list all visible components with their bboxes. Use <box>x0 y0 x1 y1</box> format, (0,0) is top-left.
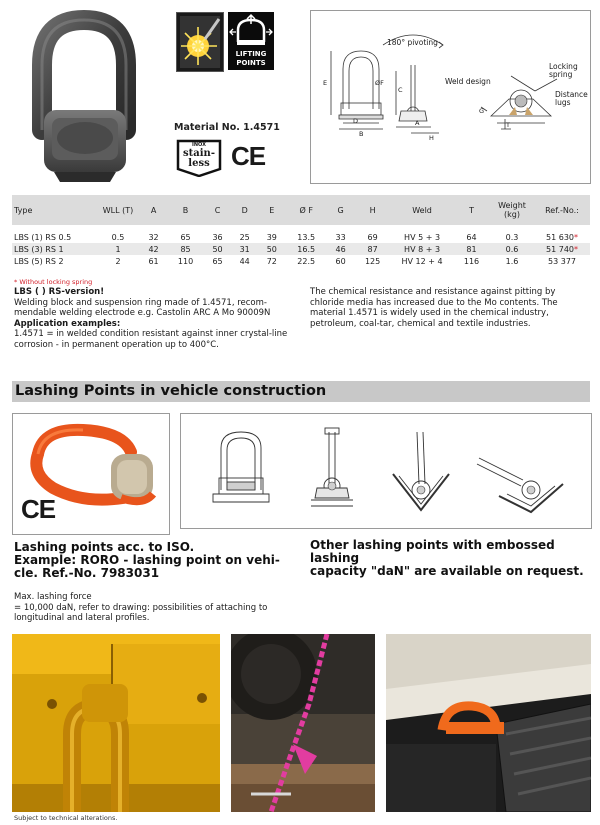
asterisk: * <box>574 244 578 254</box>
drawing-letter-g: G <box>479 107 485 115</box>
cell: 1 <box>96 243 140 255</box>
col-g: G <box>337 205 344 215</box>
ref-number: 51 630 <box>546 232 574 242</box>
cell: 22.5 <box>285 255 327 267</box>
lashing-product-panel <box>12 413 170 535</box>
col-d: D <box>241 205 248 215</box>
force-line2: = 10,000 daN, refer to drawing: possibilities of attaching to <box>14 602 268 613</box>
cell: 0.6 <box>490 243 534 255</box>
cell: HV 12 + 4 <box>391 255 453 267</box>
drawing-letter-a: A <box>415 119 420 127</box>
lifting-points-icon <box>228 12 274 70</box>
cell: 64 <box>453 231 490 243</box>
table-row <box>12 231 590 243</box>
force-line3: longitudinal and lateral profiles. <box>14 613 150 623</box>
cell: 116 <box>453 255 490 267</box>
cell: 50 <box>204 243 231 255</box>
lashing-drawing-panel <box>180 413 592 529</box>
drawing-letter-c: C <box>398 86 403 94</box>
col-c: C <box>214 205 221 215</box>
cell: 0.3 <box>490 231 534 243</box>
lifting-badge-line2: POINTS <box>236 59 266 67</box>
other-lashing-line1: Other lashing points with embossed lashing <box>310 538 555 565</box>
cell: 36 <box>204 231 231 243</box>
ref-number: 53 377 <box>548 256 576 266</box>
technical-drawing-panel <box>310 10 591 184</box>
col-h: H <box>369 205 376 215</box>
table-footnote: * Without locking spring <box>14 278 93 286</box>
cell: 1.6 <box>490 255 534 267</box>
drawing-letter-b: B <box>359 130 364 138</box>
cell-type: LBS (1) RS 0.5 <box>12 231 96 243</box>
weld-label: Weld design <box>445 77 491 86</box>
cell: 42 <box>140 243 167 255</box>
col-type: Type <box>14 205 33 215</box>
cell: 13.5 <box>285 231 327 243</box>
welding-icon <box>176 12 224 72</box>
lashing-heading-line3: cle. Ref.-No. 7983031 <box>14 566 160 580</box>
cell: 50 <box>258 243 285 255</box>
spec-table-header <box>12 195 590 225</box>
stainless-badge <box>176 137 222 177</box>
col-f: Ø F <box>299 205 313 215</box>
material-description: The chemical resistance and resistance against pitting by chloride media has increased due to the Mo contents. The material 1.4571 is widely used in the chemical industry, petroleum, coal-tar, chemical and textile industries. <box>310 287 558 329</box>
ce-mark: CE <box>231 141 266 171</box>
lashing-ce-mark: CE <box>21 494 56 524</box>
distance-lugs-label: Distance lugs <box>555 90 588 107</box>
cell: 60 <box>327 255 354 267</box>
cell: 46 <box>327 243 354 255</box>
col-e: E <box>269 205 275 215</box>
table-row <box>12 255 590 267</box>
force-line1: Max. lashing force <box>14 592 92 602</box>
ref-number: 51 740 <box>546 244 574 254</box>
cell: 32 <box>140 231 167 243</box>
cell: 0.5 <box>96 231 140 243</box>
drawing-letter-h: H <box>429 134 434 142</box>
cell-type: LBS (5) RS 2 <box>12 255 96 267</box>
cell: 33 <box>327 231 354 243</box>
cell: HV 5 + 3 <box>391 231 453 243</box>
cell: 16.5 <box>285 243 327 255</box>
product-photo-lbs <box>14 10 154 195</box>
col-weld: Weld <box>412 205 432 215</box>
photo-track-lashing-point <box>386 634 591 812</box>
lbs-rs-description <box>14 287 299 350</box>
section-header <box>12 381 590 402</box>
asterisk: * <box>574 232 578 242</box>
lifting-badge-line1: LIFTING <box>235 50 267 58</box>
footer-note: Subject to technical alterations. <box>14 814 118 822</box>
lbs-rs-body: Welding block and suspension ring made of 1.4571, recom-mendable welding electrode e.g. Castolin ARC A Mo 90009N <box>14 297 271 318</box>
cell: 69 <box>354 231 391 243</box>
lashing-heading-line2: Example: RORO - lashing point on vehi- <box>14 553 280 567</box>
cell: 31 <box>231 243 258 255</box>
cell: 65 <box>204 255 231 267</box>
cell: 87 <box>354 243 391 255</box>
col-wll: WLL (T) <box>102 205 134 215</box>
cell-ref <box>534 231 590 243</box>
lbs-rs-title: LBS ( ) RS-version! <box>14 287 105 297</box>
cell: 2 <box>96 255 140 267</box>
lashing-force-text <box>14 592 314 624</box>
drawing-letter-d: D <box>353 117 359 125</box>
photo-chain-lashing-tire <box>231 634 375 812</box>
cell: 125 <box>354 255 391 267</box>
cell: 72 <box>258 255 285 267</box>
application-body: 1.4571 = in welded condition resistant against inner crystal-line corrosion - in permanent operation up to 400°C. <box>14 329 288 350</box>
table-row <box>12 243 590 255</box>
col-ref: Ref.-No.: <box>545 205 579 215</box>
cell-type: LBS (3) RS 1 <box>12 243 96 255</box>
cell-ref <box>534 255 590 267</box>
other-lashing-line2: capacity "daN" are available on request. <box>310 564 584 578</box>
drawing-letter-f: ØF <box>375 79 384 87</box>
cell: 85 <box>167 243 204 255</box>
cell: 44 <box>231 255 258 267</box>
technical-drawing <box>311 11 590 183</box>
col-a: A <box>150 205 157 215</box>
lashing-attachment-drawing <box>181 414 591 528</box>
cell: HV 8 + 3 <box>391 243 453 255</box>
cell: 110 <box>167 255 204 267</box>
cell: 39 <box>258 231 285 243</box>
stainless-badge-top: INOX <box>192 142 206 148</box>
locking-spring-label: Locking spring <box>549 62 578 79</box>
material-number: Material No. 1.4571 <box>174 122 280 133</box>
drawing-letter-e: E <box>323 79 328 87</box>
spec-table <box>12 195 590 267</box>
lashing-heading-line1: Lashing points acc. to ISO. <box>14 540 195 554</box>
col-weight: Weight (kg) <box>498 201 526 219</box>
cell: 61 <box>140 255 167 267</box>
pivot-label: 180° pivoting <box>387 38 438 47</box>
col-b: B <box>182 205 189 215</box>
cell: 65 <box>167 231 204 243</box>
col-t: T <box>469 205 474 215</box>
application-title: Application examples: <box>14 318 121 329</box>
cell: 81 <box>453 243 490 255</box>
lashing-iso-heading <box>14 541 304 580</box>
stainless-badge-line1: stain- <box>183 148 215 159</box>
drawing-letter-t: T <box>506 121 510 129</box>
cell-ref <box>534 243 590 255</box>
other-lashing-heading <box>310 539 600 578</box>
cell: 25 <box>231 231 258 243</box>
section-title: Lashing Points in vehicle construction <box>15 383 327 399</box>
stainless-badge-line2: less <box>188 158 210 169</box>
photo-orange-vehicle-lashing-point <box>12 634 220 812</box>
